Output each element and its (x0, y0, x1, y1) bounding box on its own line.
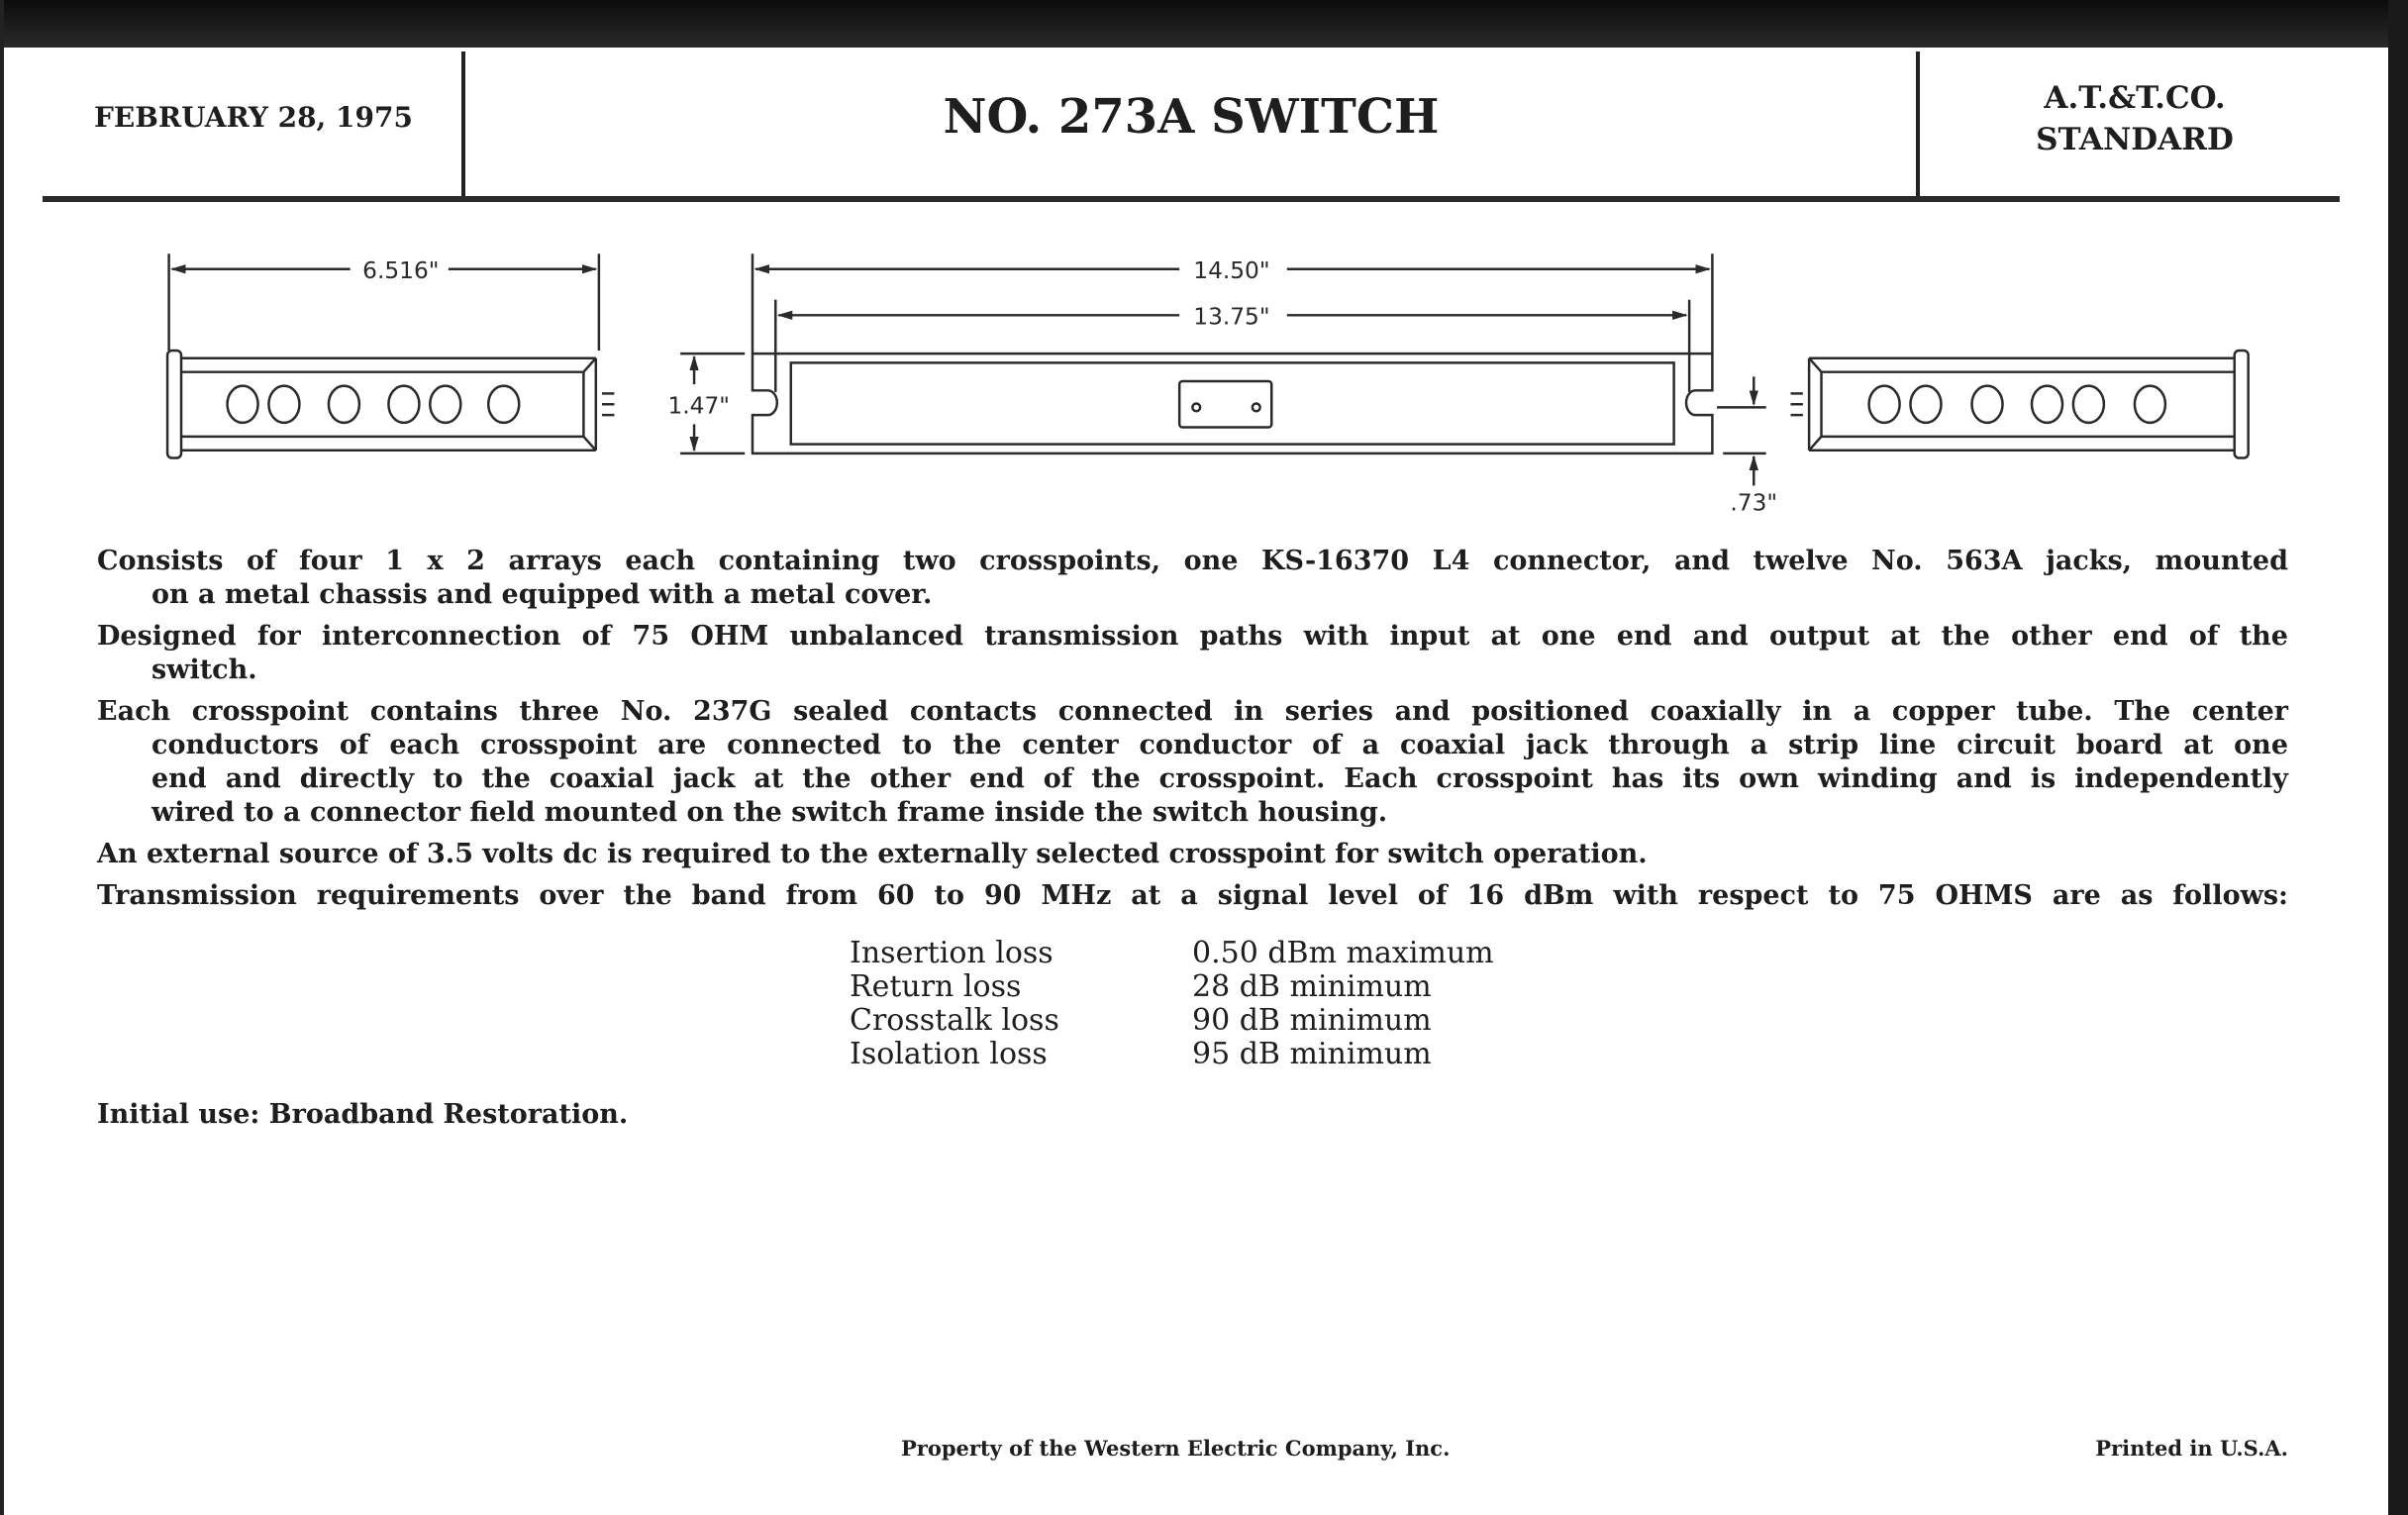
dimension-inner-length: 13.75" (1193, 303, 1270, 331)
text-line: conductors of each crosspoint are connected to the center conductor of a coaxial jack through a strip line circuit board at one (151, 730, 2288, 760)
spec-row (850, 1004, 1494, 1038)
paragraph-purpose (97, 620, 2288, 687)
dimension-overall-length: 14.50" (1193, 257, 1270, 285)
standard-line-2: STANDARD (2036, 122, 2234, 157)
text-line: end and directly to the coaxial jack at the other end of the crosspoint. Each crosspoint has its own winding and is independently (151, 763, 2288, 794)
text-line: on a metal chassis and equipped with a metal cover. (151, 579, 933, 610)
spec-row (850, 937, 1494, 970)
text-line: Each crosspoint contains three No. 237G sealed contacts connected in series and positioned coaxially in a copper tube. The center (97, 696, 2288, 727)
spec-name: Crosstalk loss (850, 1003, 1059, 1038)
spec-name: Isolation loss (850, 1037, 1048, 1071)
spec-value: 0.50 dBm maximum (1192, 936, 1494, 970)
dimension-height: 1.47" (667, 392, 730, 420)
spec-table (850, 937, 1494, 1071)
paragraph-transmission (97, 879, 2288, 913)
text-line: Consists of four 1 x 2 arrays each containing two crosspoints, one KS-16370 L4 connector, and twelve No. 563A jacks, mounted (97, 546, 2288, 576)
standard-line-1: A.T.&T.CO. (2044, 80, 2226, 116)
description (97, 545, 2288, 921)
side-view (667, 253, 1777, 516)
spec-name: Return loss (850, 969, 1022, 1004)
paragraph-crosspoint (97, 695, 2288, 830)
dimension-end-width: 6.516" (362, 257, 440, 285)
text-line: switch. (151, 655, 257, 685)
footer-printed: Printed in U.S.A. (2095, 1436, 2288, 1461)
right-end-view (1790, 351, 2248, 458)
spec-name: Insertion loss (850, 936, 1054, 970)
spec-value: 90 dB minimum (1192, 1003, 1432, 1038)
issue-date: FEBRUARY 28, 1975 (94, 101, 413, 134)
text-line: Designed for interconnection of 75 OHM unbalanced transmission paths with input at one end and output at the other end of the (97, 621, 2288, 652)
text-line: Transmission requirements over the band from 60 to 90 MHz at a signal level of 16 dBm with respect to 75 OHMS are as follows: (97, 880, 2288, 911)
paragraph-power (97, 838, 2288, 871)
jack-circles (1869, 386, 2165, 423)
text-line: wired to a connector field mounted on the switch frame inside the switch housing. (151, 797, 1388, 828)
spec-row (850, 1038, 1494, 1071)
spec-value: 28 dB minimum (1192, 969, 1432, 1004)
dimension-offset: .73" (1730, 489, 1778, 517)
paragraph-construction (97, 545, 2288, 612)
jack-circles (228, 386, 520, 423)
page-title: NO. 273A SWITCH (943, 89, 1440, 145)
spec-value: 95 dB minimum (1192, 1037, 1432, 1071)
initial-use: Initial use: Broadband Restoration. (97, 1099, 629, 1130)
spec-row (850, 970, 1494, 1004)
text-line: An external source of 3.5 volts dc is required to the externally selected crosspoint for switch operation. (97, 839, 1648, 869)
footer-property: Property of the Western Electric Company, Inc. (901, 1436, 1451, 1461)
left-end-view (167, 253, 614, 457)
